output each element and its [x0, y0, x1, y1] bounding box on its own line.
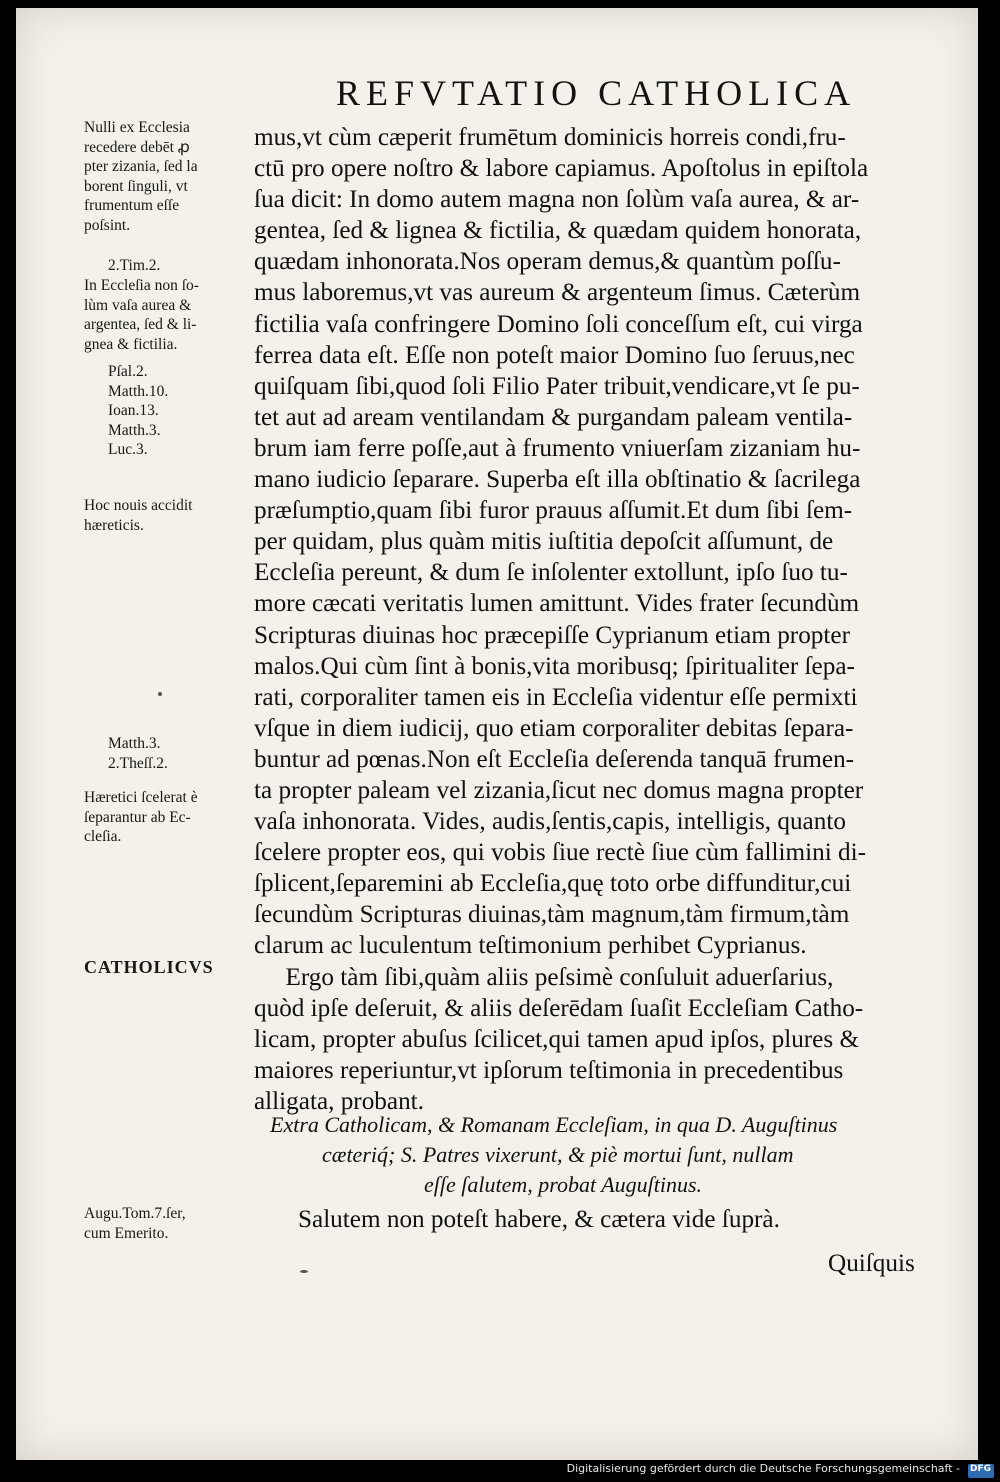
- text-line: Scripturas diuinas hoc præcepiſſe Cyprianum etiam propter: [254, 621, 850, 649]
- text-line: malos.Qui cùm ſint à bonis,vita moribusq; ſpiritualiter ſepa-: [254, 652, 855, 680]
- margin-reference: Matth.3.: [108, 735, 161, 752]
- margin-note: [84, 256, 273, 276]
- margin-reference: Matth.3.: [108, 421, 161, 439]
- text-line: ſplicent,ſeparemini ab Eccleſia,quę toto orbe diffunditur,cui: [254, 870, 852, 898]
- subheading-line: Extra Catholicam, & Romanam Eccleſiam, in qua D. Auguſtinus: [270, 1112, 838, 1137]
- text-line: quiſquam ſibi,quod ſoli Filio Pater tribuit,vendicare,vt ſe pu-: [254, 372, 860, 400]
- text-line: ta propter paleam vel zizania,ſicut nec domus magna propter: [254, 776, 864, 804]
- text-line: mus,vt cùm cæperit frumētum dominicis horreis condi,fru-: [254, 124, 846, 151]
- text-line: tet aut ad aream ventilandam & purgandam paleam ventila-: [254, 403, 853, 431]
- subheading-line: cæteriq́; S. Patres vixerunt, & piè mortui ſunt, nullam: [322, 1142, 794, 1167]
- section-subheading: [270, 1110, 950, 1200]
- tail-line: Salutem non poteſt habere, & cætera vide ſuprà.: [298, 1206, 780, 1233]
- margin-note: [84, 1204, 249, 1243]
- margin-line: frumentum eſſe: [84, 197, 180, 214]
- margin-line: poſsint.: [84, 216, 131, 234]
- margin-reference: Luc.3.: [108, 441, 148, 458]
- speaker-label-text: CATHOLICVS: [84, 957, 214, 977]
- text-line: ſecundùm Scripturas diuinas,tàm magnum,tàm firmum,tàm: [254, 901, 850, 929]
- text-line: rati, corporaliter tamen eis in Eccleſia videntur eſſe permixti: [254, 683, 858, 711]
- margin-line: lùm vaſa aurea &: [84, 296, 192, 314]
- text-line: ctū pro opere noſtro & labore capiamus. Apoſtolus in epiſtola: [254, 155, 869, 183]
- catchword: Quiſquis: [828, 1250, 915, 1277]
- text-line: ſcelere propter eos, qui vobis ſiue rectè ſiue cùm fallimini di-: [254, 839, 866, 867]
- text-line: mus laboremus,vt vas aureum & argenteum ſimus. Cæterùm: [254, 279, 861, 307]
- margin-line: pter zizania, ſed la: [84, 158, 198, 175]
- footer-bar: [0, 1460, 1000, 1482]
- margin-line: borent ſinguli, vt: [84, 177, 188, 195]
- margin-line: recedere debēt ꝓ: [84, 138, 190, 156]
- text-line: præſumptio,quam ſibi furor prauus aſſumit.Et dum ſibi ſem-: [254, 497, 853, 525]
- margin-note: [84, 734, 273, 773]
- margin-line: Nulli ex Ecclesia: [84, 119, 190, 136]
- text-line: brum iam ferre poſſe,aut à frumento vniuerſam zizaniam hu-: [254, 434, 861, 462]
- text-line: fictilia vaſa confringere Domino ſoli conceſſum eſt, cui virga: [254, 310, 863, 338]
- margin-note: [84, 362, 273, 460]
- text-line: buntur ad pœnas.Non eſt Eccleſia deſerenda tanquā frumen-: [254, 745, 855, 773]
- margin-line: Augu.Tom.7.ſer,: [84, 1205, 186, 1222]
- text-line: vaſa inhonorata. Vides, audis,ſentis,capis, intelligis, quanto: [254, 808, 846, 836]
- text-line: gentea, ſed & lignea & fictilia, & quædam quidem honorata,: [254, 217, 862, 245]
- margin-note: [84, 788, 249, 847]
- text-line: Ergo tàm ſibi,quàm aliis peſsimè conſuluit aduerſarius,: [254, 963, 834, 991]
- margin-line: cum Emerito.: [84, 1224, 169, 1242]
- text-line: quædam inhonorata.Nos operam demus,& quantùm poſſu-: [254, 248, 841, 276]
- main-text-block: [254, 122, 964, 1117]
- margin-line: hæreticis.: [84, 516, 144, 534]
- text-line: vſque in diem iudicij, quo etiam corporaliter debitas ſepara-: [254, 714, 854, 742]
- subheading-line: eſſe ſalutem, probat Auguſtinus.: [424, 1172, 703, 1197]
- dfg-logo-icon: [968, 1464, 994, 1478]
- margin-note: [84, 276, 249, 354]
- ink-speck: [158, 692, 162, 696]
- text-line: ſua dicit: In domo autem magna non ſolùm vaſa aurea, & ar-: [254, 186, 860, 214]
- text-line: clarum ac luculentum teſtimonium perhibet Cyprianus.: [254, 932, 807, 960]
- margin-reference: Matth.10.: [108, 382, 169, 400]
- text-line: maiores reperiuntur,vt ipſorum teſtimonia in precedentibus: [254, 1056, 844, 1084]
- margin-line: Hoc nouis accidit: [84, 497, 193, 514]
- text-line: mano iudicio ſeparare. Superba eſt illa obſtinatio & ſacrilega: [254, 466, 861, 494]
- margin-line: ſeparantur ab Ec-: [84, 808, 191, 826]
- text-line: per quidam, plus quàm mitis iuſtitia depoſcit aſſumunt, de: [254, 528, 834, 556]
- margin-reference: Pſal.2.: [108, 363, 148, 380]
- footer-credit: Digitalisierung gefördert durch die Deutsche Forschungsgemeinschaft -: [566, 1462, 960, 1475]
- margin-line: cleſia.: [84, 828, 122, 845]
- text-line: quòd ipſe deſeruit, & aliis deſerēdam ſuaſit Eccleſiam Catho-: [254, 994, 864, 1022]
- text-line: Eccleſia pereunt, & dum ſe inſolenter extollunt, ipſo ſuo tu-: [254, 559, 848, 587]
- ink-speck: [300, 1270, 308, 1273]
- margin-line: argentea, ſed & li-: [84, 316, 197, 333]
- margin-reference: 2.Tim.2.: [108, 257, 161, 274]
- margin-note: [84, 118, 249, 235]
- margin-note: [84, 496, 249, 535]
- text-line: more cæcati veritatis lumen amittunt. Vides frater ſecundùm: [254, 590, 860, 618]
- text-line: alligata, probant.: [254, 1087, 424, 1115]
- running-title: REFVTATIO CATHOLICA: [336, 73, 857, 113]
- margin-line: gnea & fictilia.: [84, 335, 178, 353]
- margin-reference: 2.Theſſ.2.: [108, 754, 168, 772]
- margin-line: In Eccleſia non ſo-: [84, 277, 199, 294]
- text-line: licam, propter abuſus ſcilicet,qui tamen apud ipſos, plures &: [254, 1025, 860, 1053]
- speaker-label: [84, 958, 249, 978]
- margin-reference: Ioan.13.: [108, 402, 159, 419]
- margin-line: Hæretici ſcelerat è: [84, 789, 198, 806]
- text-line: ferrea data eſt. Eſſe non poteſt maior Domino ſuo ſeruus,nec: [254, 341, 855, 369]
